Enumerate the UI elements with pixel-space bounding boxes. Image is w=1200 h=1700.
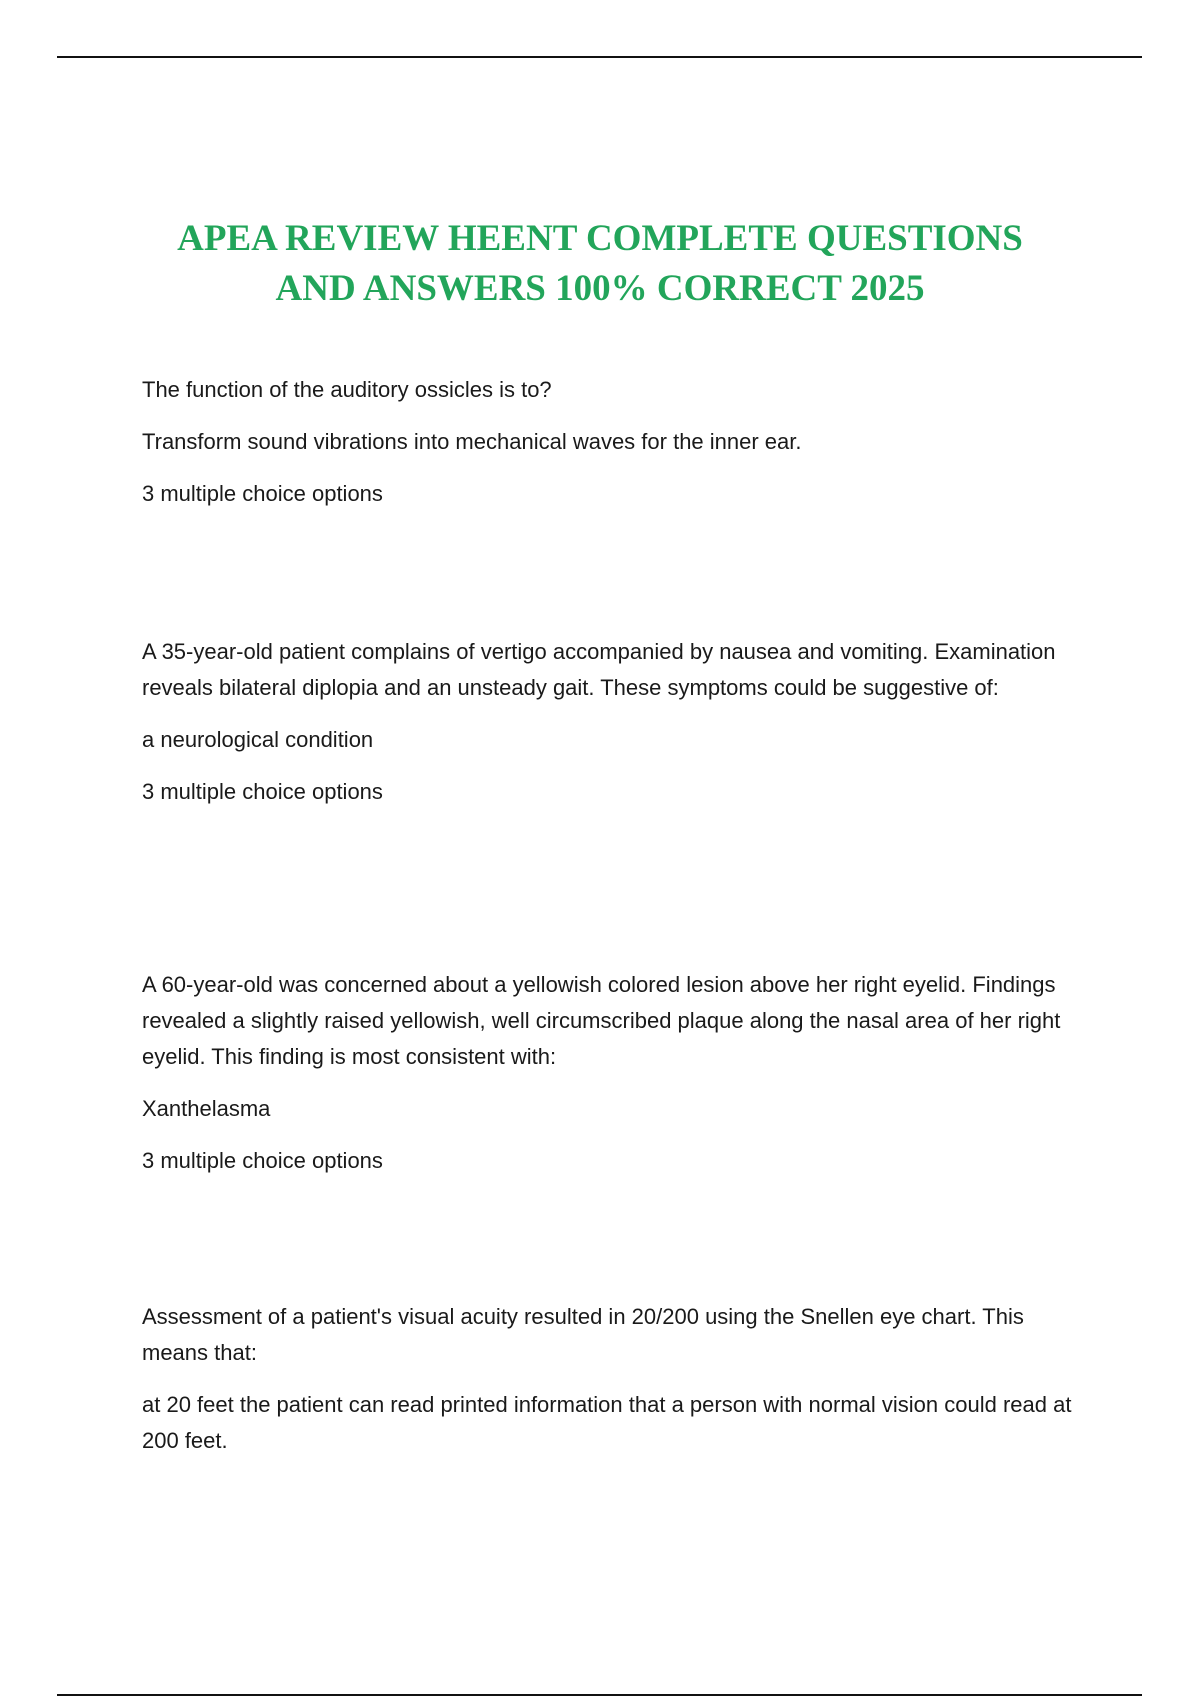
options-note: 3 multiple choice options xyxy=(142,1148,383,1173)
answer-text: at 20 feet the patient can read printed information that a person with normal vision could read at 200 feet. xyxy=(142,1392,1072,1453)
bottom-divider xyxy=(57,1694,1142,1696)
question-text: The function of the auditory ossicles is to? xyxy=(142,377,552,402)
question-block-2 xyxy=(142,634,1072,826)
question-text: A 35-year-old patient complains of vertigo accompanied by nausea and vomiting. Examination reveals bilateral diplopia and an unsteady gait. These symptoms could be suggestive of: xyxy=(142,639,1056,700)
answer-text: Xanthelasma xyxy=(142,1096,271,1121)
question-block-4 xyxy=(142,1299,1072,1475)
title-line-1: APEA REVIEW HEENT COMPLETE QUESTIONS xyxy=(177,218,1023,259)
title-line-2: AND ANSWERS 100% CORRECT 2025 xyxy=(275,268,925,309)
answer-text: Transform sound vibrations into mechanical waves for the inner ear. xyxy=(142,429,802,454)
top-divider xyxy=(57,56,1142,58)
answer-text: a neurological condition xyxy=(142,727,374,752)
question-block-1 xyxy=(142,372,1072,528)
options-note: 3 multiple choice options xyxy=(142,481,383,506)
document-title xyxy=(100,214,1100,314)
question-text: Assessment of a patient's visual acuity resulted in 20/200 using the Snellen eye chart. This means that: xyxy=(142,1304,1024,1365)
options-note: 3 multiple choice options xyxy=(142,779,383,804)
question-text: A 60-year-old was concerned about a yellowish colored lesion above her right eyelid. Findings revealed a slightly raised yellowish, well circumscribed plaque along the nasal area of her right eyelid. This finding is most consistent with: xyxy=(142,972,1061,1069)
question-block-3 xyxy=(142,967,1072,1195)
